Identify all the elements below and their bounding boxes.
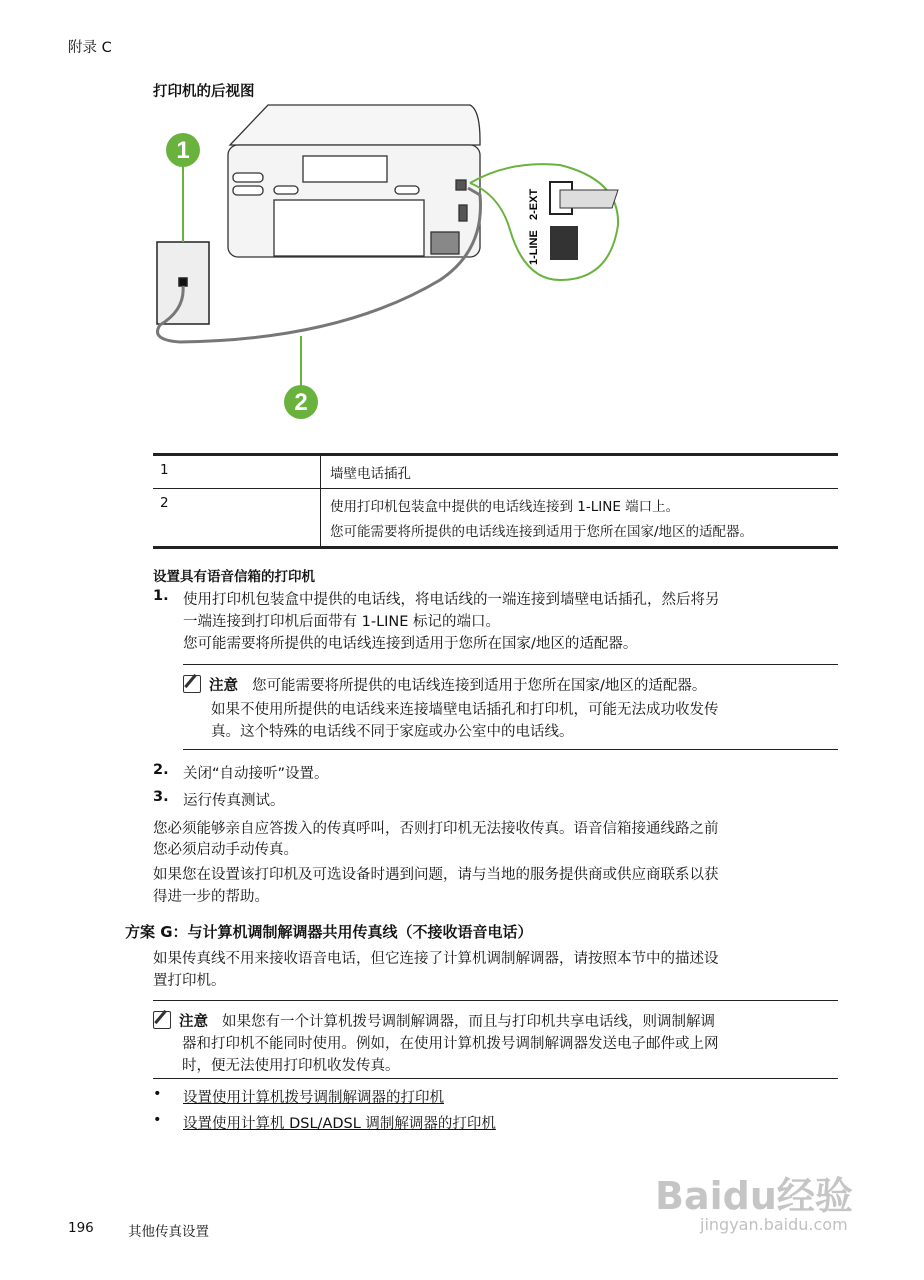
note-label: 注意 <box>209 678 238 694</box>
note-label: 注意 <box>179 1014 208 1030</box>
figure-title: 打印机的后视图 <box>153 84 255 100</box>
note-text: 如果您有一个计算机拨号调制解调器，而且与打印机共享电话线，则调制解调 <box>222 1014 715 1030</box>
printer-illustration <box>228 105 480 257</box>
section-heading: 设置具有语音信箱的打印机 <box>153 569 315 585</box>
callout-2-label: 2 <box>294 389 308 416</box>
paragraph: 得进一步的帮助。 <box>153 889 269 905</box>
step-text: 一端连接到打印机后面带有 1-LINE 标记的端口。 <box>183 614 501 630</box>
bullet: • <box>153 1086 162 1102</box>
paragraph: 您必须启动手动传真。 <box>153 842 298 858</box>
note-text: 真。这个特殊的电话线不同于家庭或办公室中的电话线。 <box>211 724 574 740</box>
step-text: 关闭“自动接听”设置。 <box>183 766 329 782</box>
paragraph: 您必须能够亲自应答拨入的传真呼叫，否则打印机无法接收传真。语音信箱接通线路之前 <box>153 821 719 837</box>
note-text: 如果不使用所提供的电话线来连接墙壁电话插孔和打印机，可能无法成功收发传 <box>211 702 719 718</box>
note-text: 时，便无法使用打印机收发传真。 <box>182 1058 400 1074</box>
paragraph: 置打印机。 <box>153 973 226 989</box>
port-line-label: 1-LINE <box>528 230 540 265</box>
step-number: 3. <box>153 789 169 805</box>
note-icon <box>183 675 201 693</box>
link-dialup-modem[interactable]: 设置使用计算机拨号调制解调器的打印机 <box>183 1090 444 1106</box>
watermark-logo: Baidu经验 <box>655 1174 853 1218</box>
step-text: 使用打印机包装盒中提供的电话线，将电话线的一端连接到墙壁电话插孔，然后将另 <box>183 592 720 608</box>
bullet: • <box>153 1112 162 1128</box>
port-closeup <box>528 182 618 265</box>
printer-rear-diagram <box>140 100 640 420</box>
table-cell-num: 1 <box>160 462 169 478</box>
table-cell-num: 2 <box>160 495 169 511</box>
callout-1-label: 1 <box>176 137 190 164</box>
step-number: 2. <box>153 762 169 778</box>
table-cell-desc: 使用打印机包装盒中提供的电话线连接到 1-LINE 端口上。 <box>330 499 680 515</box>
page-header: 附录 C <box>68 40 112 56</box>
watermark-url: jingyan.baidu.com <box>700 1215 848 1234</box>
section-heading: 方案 G：与计算机调制解调器共用传真线（不接收语音电话） <box>125 923 533 941</box>
table-cell-desc: 墙壁电话插孔 <box>330 466 411 482</box>
note-text: 您可能需要将所提供的电话线连接到适用于您所在国家/地区的适配器。 <box>252 678 707 694</box>
page-number: 196 <box>68 1220 94 1236</box>
step-text: 您可能需要将所提供的电话线连接到适用于您所在国家/地区的适配器。 <box>183 636 638 652</box>
paragraph: 如果传真线不用来接收语音电话，但它连接了计算机调制解调器，请按照本节中的描述设 <box>153 951 719 967</box>
link-dsl-modem[interactable]: 设置使用计算机 DSL/ADSL 调制解调器的打印机 <box>183 1116 496 1132</box>
step-text: 运行传真测试。 <box>183 793 285 809</box>
table-cell-desc: 您可能需要将所提供的电话线连接到适用于您所在国家/地区的适配器。 <box>330 524 754 540</box>
port-ext-label: 2-EXT <box>528 188 540 220</box>
note-text: 器和打印机不能同时使用。例如，在使用计算机拨号调制解调器发送电子邮件或上网 <box>182 1036 719 1052</box>
note-icon <box>153 1011 171 1029</box>
paragraph: 如果您在设置该打印机及可选设备时遇到问题，请与当地的服务提供商或供应商联系以获 <box>153 867 719 883</box>
wall-jack <box>157 242 209 324</box>
footer-title: 其他传真设置 <box>128 1224 209 1240</box>
step-number: 1. <box>153 588 169 604</box>
